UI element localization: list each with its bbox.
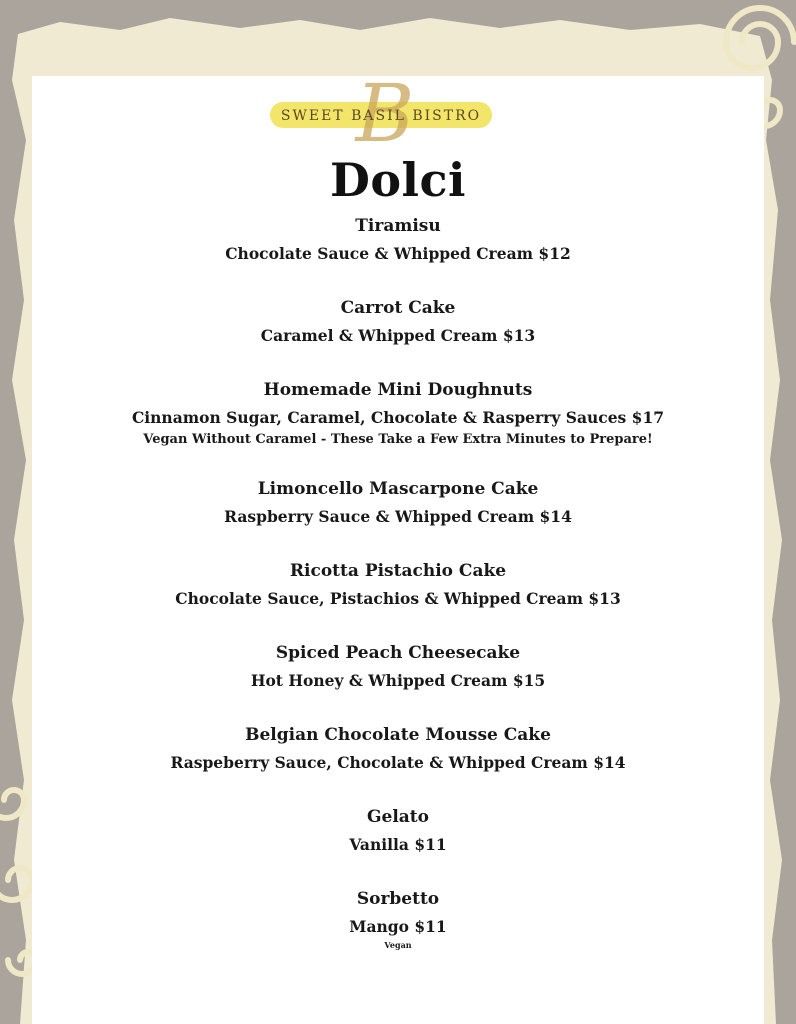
item-name: Homemade Mini Doughnuts [263, 380, 533, 400]
item-description: Vanilla $11 [349, 835, 447, 854]
item-name: Carrot Cake [340, 298, 456, 318]
menu-item [0, 213, 796, 267]
item-description: Hot Honey & Whipped Cream $15 [250, 671, 546, 690]
menu-item [0, 558, 796, 612]
item-name: Tiramisu [355, 216, 441, 236]
item-description: Raspeberry Sauce, Chocolate & Whipped Cream $14 [170, 753, 626, 772]
menu-item [0, 377, 796, 449]
item-description: Caramel & Whipped Cream $13 [260, 326, 536, 345]
item-name: Limoncello Mascarpone Cake [257, 479, 539, 499]
item-name: Spiced Peach Cheesecake [275, 643, 521, 663]
item-name: Belgian Chocolate Mousse Cake [245, 725, 551, 745]
menu-item [0, 722, 796, 776]
menu-item [0, 476, 796, 530]
item-description: Raspberry Sauce & Whipped Cream $14 [224, 507, 572, 526]
logo-monogram: B [355, 67, 415, 160]
item-note: Vegan Without Caramel - These Take a Few Extra Minutes to Prepare! [143, 432, 653, 447]
menu-item [0, 804, 796, 858]
brand-logo [268, 67, 494, 160]
menu-item [0, 640, 796, 694]
menu-item [0, 886, 796, 950]
page-title: Dolci [329, 153, 467, 207]
item-description: Cinnamon Sugar, Caramel, Chocolate & Rasperry Sauces $17 [131, 408, 665, 427]
item-description: Chocolate Sauce & Whipped Cream $12 [225, 244, 571, 263]
item-name: Ricotta Pistachio Cake [289, 561, 507, 581]
item-description: Mango $11 [349, 917, 447, 936]
dessert-menu [0, 213, 796, 950]
item-description: Chocolate Sauce, Pistachios & Whipped Cream $13 [175, 589, 621, 608]
menu-item [0, 295, 796, 349]
item-note: Vegan [384, 940, 412, 950]
item-name: Sorbetto [356, 889, 440, 909]
item-name: Gelato [367, 807, 429, 827]
brand-name: SWEET BASIL BISTRO [280, 108, 482, 124]
